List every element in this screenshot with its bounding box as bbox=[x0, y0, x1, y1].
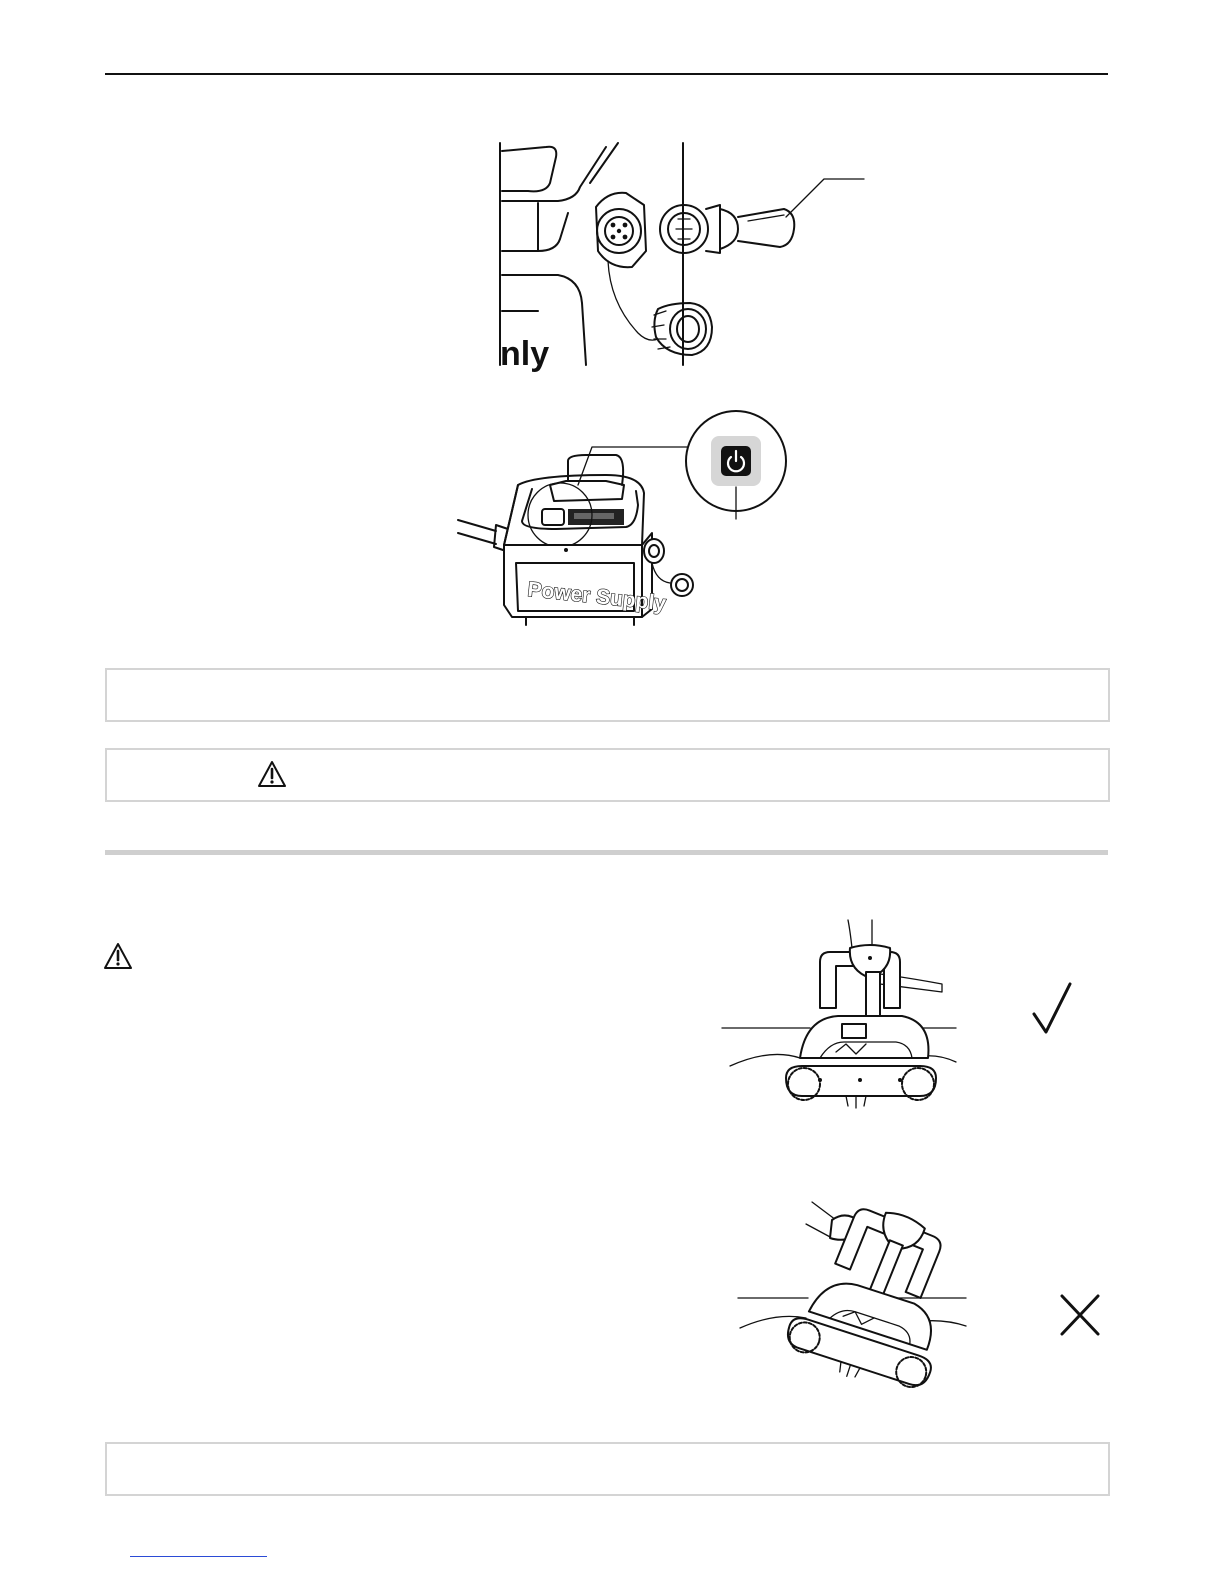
note-box bbox=[105, 1442, 1110, 1496]
section-divider bbox=[105, 850, 1108, 855]
power-supply-illustration bbox=[456, 405, 796, 627]
connector-partial-text: nly bbox=[500, 335, 550, 373]
correct-lifting-illustration bbox=[720, 918, 960, 1110]
warning-triangle-icon bbox=[103, 942, 133, 970]
note-box bbox=[105, 668, 1110, 722]
power-supply-label: Power Supply bbox=[526, 578, 667, 616]
header-rule bbox=[105, 73, 1108, 75]
incorrect-lifting-illustration bbox=[736, 1200, 970, 1390]
connector-illustration bbox=[498, 143, 868, 373]
check-mark-icon bbox=[1030, 980, 1075, 1036]
warning-triangle-icon bbox=[257, 760, 287, 788]
warning-box bbox=[105, 748, 1110, 802]
x-mark-icon bbox=[1058, 1292, 1102, 1338]
footer-link-underline[interactable] bbox=[130, 1556, 267, 1557]
